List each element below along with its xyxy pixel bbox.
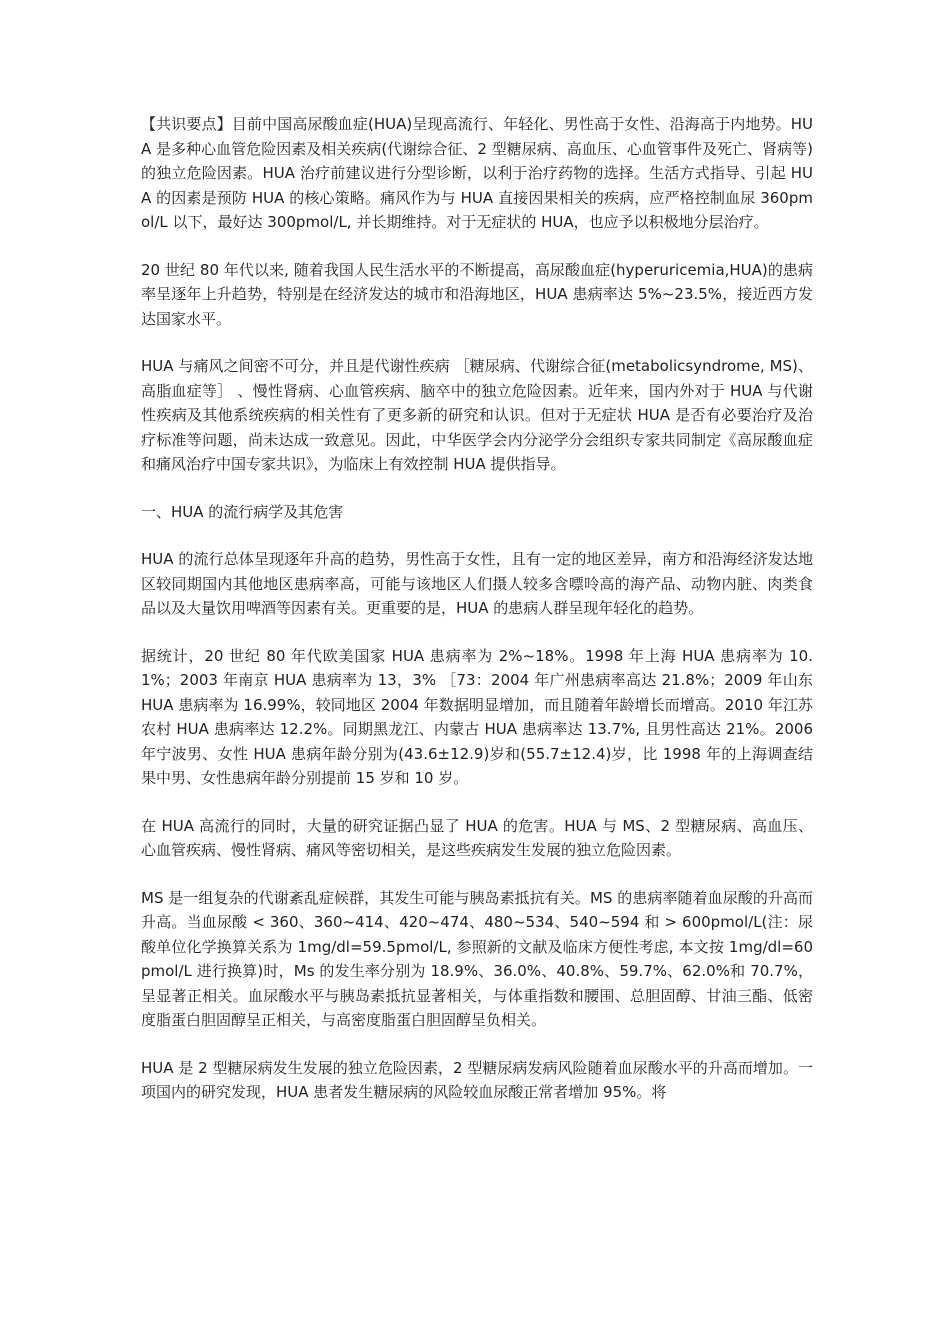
prevalence-statistics-paragraph: 据统计，20 世纪 80 年代欧美国家 HUA 患病率为 2%~18%。1998 年上海 HUA 患病率为 10.1%；2003 年南京 HUA 患病率为 13，3% ［73：2004 年广州患病率高达 21.8%；2009 年山东 HUA 患病率为 16.99%，较同地区 2004 年数据明显增加，而且随着年龄增长而增高。2010 年江苏农村 HUA 患病率达 12.2%。同期黑龙江、内蒙古 HUA 患病率达 13.7%, 且男性高达 21%。2006 年宁波男、女性 HUA 患病年龄分别为(43.6±12.9)岁和(55.7±12.4)岁，比 1998 年的上海调查结果中男、女性患病年龄分别提前 15 岁和 10 岁。 bbox=[141, 646, 813, 787]
introduction-paragraph: HUA 与痛风之间密不可分，并且是代谢性疾病 ［糖尿病、代谢综合征(metabolicsyndrome, MS)、高脂血症等］ 、慢性肾病、心血管疾病、脑卒中的独立危险因素。近年来，国内外对于 HUA 与代谢性疾病及其他系统疾病的相关性有了更多新的研究和认识。但对于无症状 HUA 是否有必要治疗及治疗标准等问题，尚未达成一致意见。因此，中华医学会内分泌学分会组织专家共同制定《高尿酸血症和痛风治疗中国专家共识》，为临床上有效控制 HUA 提供指导。 bbox=[141, 357, 813, 473]
background-paragraph: 20 世纪 80 年代以来, 随着我国人民生活水平的不断提高，高尿酸血症(hyperuricemia,HUA)的患病率呈逐年上升趋势，特别是在经济发达的城市和沿海地区，HUA 患病率达 5%~23.5%，接近西方发达国家水平。 bbox=[141, 260, 813, 328]
epidemiology-trend-paragraph: HUA 的流行总体呈现逐年升高的趋势，男性高于女性，且有一定的地区差异，南方和沿海经济发达地区较同期国内其他地区患病率高，可能与该地区人们摄人较多含嘌呤高的海产品、动物内脏、肉类食品以及大量饮用啤酒等因素有关。更重要的是，HUA 的患病人群呈现年轻化的趋势。 bbox=[141, 550, 813, 617]
document-body bbox=[141, 112, 813, 1128]
section-heading-epidemiology: 一、HUA 的流行病学及其危害 bbox=[141, 502, 344, 521]
hazards-paragraph: 在 HUA 高流行的同时，大量的研究证据凸显了 HUA 的危害。HUA 与 MS、2 型糖尿病、高血压、心血管疾病、慢性肾病、痛风等密切相关，是这些疾病发生发展的独立危险因素。 bbox=[141, 816, 813, 859]
metabolic-syndrome-paragraph: MS 是一组复杂的代谢紊乱症候群，其发生可能与胰岛素抵抗有关。MS 的患病率随着血尿酸的升高而升高。当血尿酸 < 360、360~414、420~474、480~534、540~594 和 > 600pmol/L(注：尿酸单位化学换算关系为 1mg/dl=59.5pmol/L, 参照新的文献及临床方便性考虑, 本文按 1mg/dl=60pmol/L 进行换算)时，Ms 的发生率分别为 18.9%、36.0%、40.8%、59.7%、62.0%和 70.7%，呈显著正相关。血尿酸水平与胰岛素抵抗显著相关，与体重指数和腰围、总胆固醇、甘油三酯、低密度脂蛋白胆固醇呈正相关，与高密度脂蛋白胆固醇呈负相关。 bbox=[141, 888, 813, 1029]
diabetes-paragraph: HUA 是 2 型糖尿病发生发展的独立危险因素，2 型糖尿病发病风险随着血尿酸水平的升高而增加。一项国内的研究发现，HUA 患者发生糖尿病的风险较血尿酸正常者增加 95%。将 bbox=[141, 1058, 813, 1101]
consensus-summary-paragraph: 【共识要点】目前中国高尿酸血症(HUA)呈现高流行、年轻化、男性高于女性、沿海高于内地势。HUA 是多种心血管危险因素及相关疾病(代谢综合征、2 型糖尿病、高血压、心血管事件及死亡、肾病等)的独立危险因素。HUA 治疗前建议进行分型诊断，以利于治疗药物的选择。生活方式指导、引起 HUA 的因素是预防 HUA 的核心策略。痛风作为与 HUA 直接因果相关的疾病，应严格控制血尿 360pmol/L 以下，最好达 300pmol/L, 并长期维持。对于无症状的 HUA，也应予以积极地分层治疗。 bbox=[141, 115, 813, 231]
